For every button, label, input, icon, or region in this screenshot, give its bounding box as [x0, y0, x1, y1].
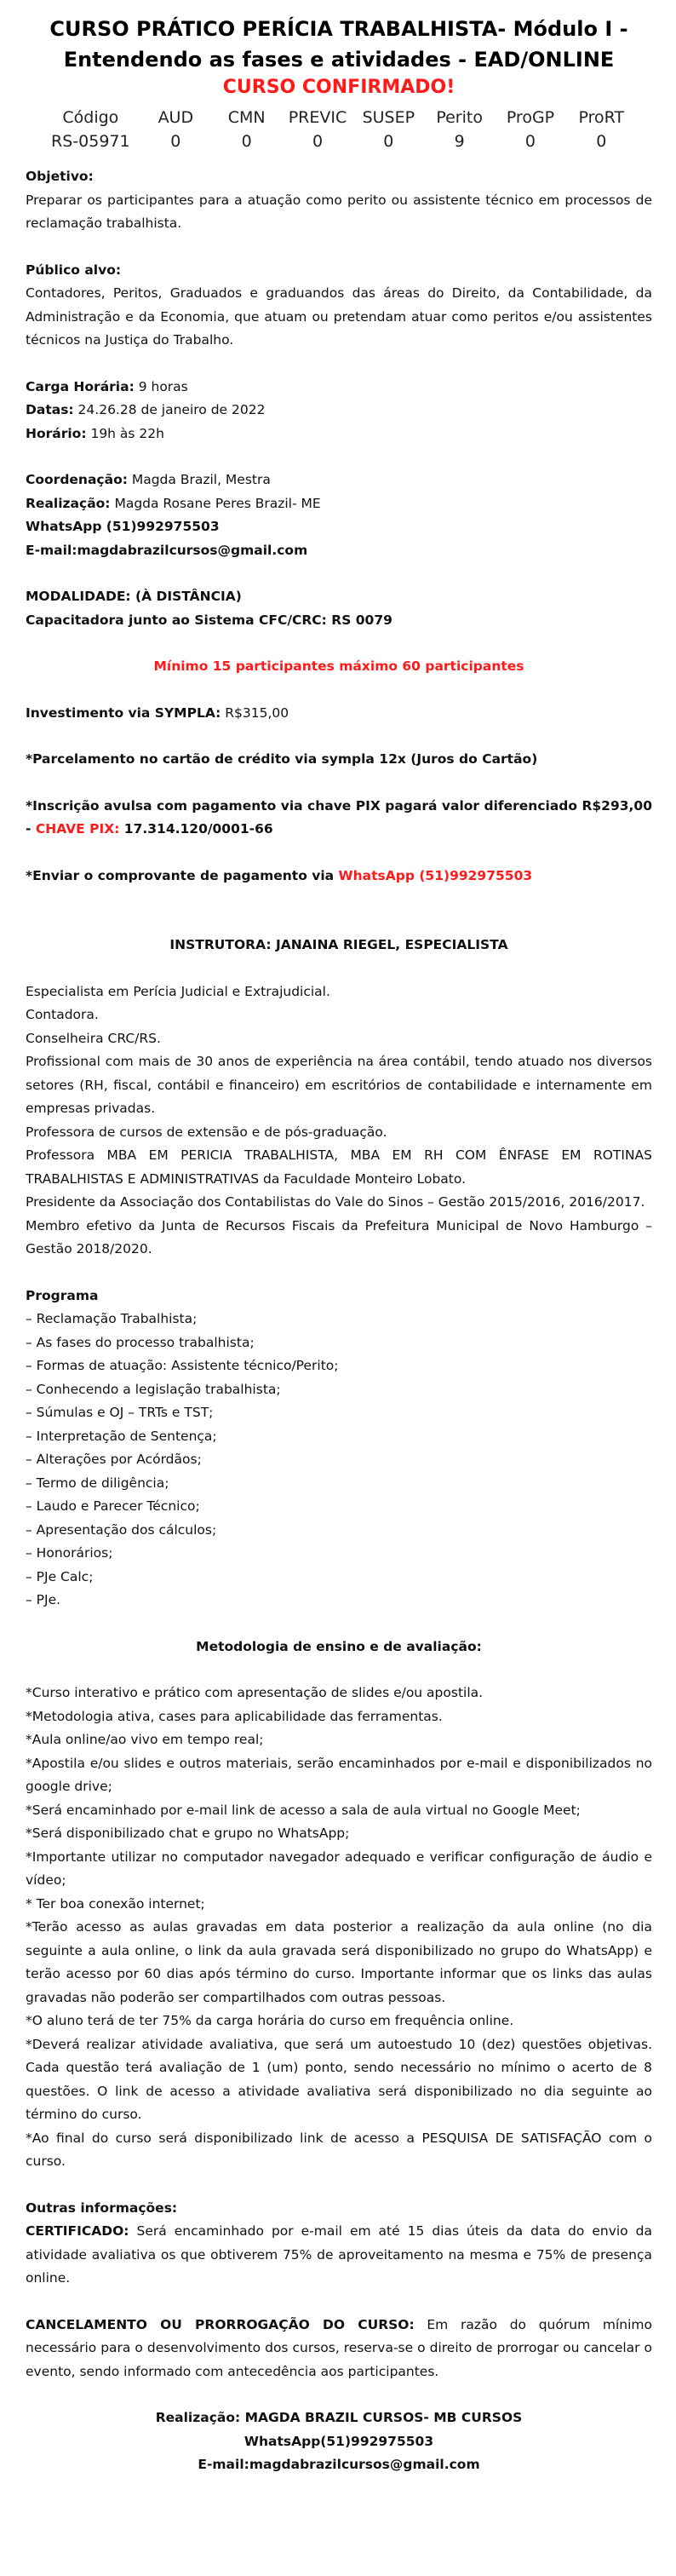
list-item: *Deverá realizar atividade avaliativa, que será um autoestudo 10 (dez) questões objetivas. Cada questão terá avaliação de 1 (um) ponto, sendo necessário no mínimo o acerto de 8 questões. O link de acesso a atividade avaliativa será disponibilizado no dia seguinte ao término do curso.	[26, 2036, 652, 2122]
codes-value: 0	[170, 132, 181, 151]
footer-email: E-mail:magdabrazilcursos@gmail.com	[198, 2457, 480, 2472]
codes-header: ProRT	[578, 108, 625, 127]
list-item: *Importante utilizar no computador navegador adequado e verificar configuração de áudio e vídeo;	[26, 1849, 652, 1888]
list-item: * Ter boa conexão internet;	[26, 1895, 205, 1912]
realizacao: Realização: Magda Rosane Peres Brazil- ME	[26, 495, 321, 511]
codes-value: 0	[241, 132, 252, 151]
bio-line: Profissional com mais de 30 anos de experiência na área contábil, tendo atuado nos diversos setores (RH, fiscal, contábil e financeiro) em escritórios de contabilidade e internamente em empresas privadas.	[26, 1054, 652, 1116]
codes-value: 0	[383, 132, 394, 151]
list-item: *O aluno terá de ter 75% da carga horária do curso em frequência online.	[26, 2013, 514, 2028]
codes-header: Perito	[436, 108, 483, 127]
bio-line: Professora de cursos de extensão e de pós-graduação.	[26, 1124, 387, 1140]
capacitadora: Capacitadora junto ao Sistema CFC/CRC: RS 0079	[26, 612, 392, 628]
list-item: *Será encaminhado por e-mail link de acesso a sala de aula virtual no Google Meet;	[26, 1802, 581, 1818]
codes-header: CMN	[227, 108, 266, 127]
pix-info: *Inscrição avulsa com pagamento via chave PIX pagará valor diferenciado R$293,00 - CHAVE PIX: 17.314.120/0001-66	[26, 797, 652, 837]
list-item: – As fases do processo trabalhista;	[26, 1334, 255, 1350]
codes-header: ProGP	[506, 108, 555, 127]
metodologia-heading: Metodologia de ensino e de avaliação:	[196, 1638, 482, 1654]
list-item: – PJe.	[26, 1592, 61, 1607]
codes-header: SUSEP	[362, 108, 415, 127]
comprovante-info: *Enviar o comprovante de pagamento via WhatsApp (51)992975503	[26, 867, 533, 883]
footer-realizacao: Realização: MAGDA BRAZIL CURSOS- MB CURSOS	[155, 2410, 523, 2425]
list-item: *Apostila e/ou slides e outros materiais, serão encaminhados por e-mail e disponibilizados no google drive;	[26, 1755, 652, 1794]
codes-value: 0	[524, 132, 536, 151]
codes-value: 9	[454, 132, 465, 151]
modalidade: MODALIDADE: (À DISTÂNCIA)	[26, 589, 242, 604]
email-contact: E-mail:magdabrazilcursos@gmail.com	[26, 542, 308, 558]
cancelamento-info: CANCELAMENTO OU PRORROGAÇÃO DO CURSO: Em razão do quórum mínimo necessário para o desenvolvimento dos cursos, reserva-se o direito de prorrogar ou cancelar o evento, sendo informado com antecedência aos participantes.	[26, 2316, 652, 2379]
list-item: *Terão acesso as aulas gravadas em data posterior a realização da aula online (no dia seguinte a aula online, o link da aula gravada será disponibilizado no grupo do WhatsApp) e terão acesso por 60 dias após término do curso. Importante informar que os links das aulas gravadas não poderão ser compartilhados com outras pessoas.	[26, 1919, 652, 2005]
list-item: – Honorários;	[26, 1545, 113, 1561]
list-item: – Laudo e Parecer Técnico;	[26, 1498, 200, 1514]
list-item: – Reclamação Trabalhista;	[26, 1311, 198, 1326]
participantes-info: Mínimo 15 participantes máximo 60 participantes	[153, 658, 524, 674]
parcelamento: *Parcelamento no cartão de crédito via sympla 12x (Juros do Cartão)	[26, 751, 538, 767]
carga-horaria: Carga Horária: 9 horas	[26, 378, 188, 394]
bio-line: Contadora.	[26, 1007, 99, 1022]
list-item: *Ao final do curso será disponibilizado link de acesso a PESQUISA DE SATISFAÇÃO com o curso.	[26, 2130, 652, 2169]
codes-header: PREVIC	[288, 108, 347, 127]
codes-value: RS-05971	[51, 132, 130, 151]
codes-header: Código	[62, 108, 119, 127]
investimento: Investimento via SYMPLA: R$315,00	[26, 704, 289, 721]
list-item: *Curso interativo e prático com apresentação de slides e/ou apostila.	[26, 1685, 484, 1700]
whatsapp-contact: WhatsApp (51)992975503	[26, 519, 220, 534]
bio-line: Presidente da Associação dos Contabilistas do Vale do Sinos – Gestão 2015/2016, 2016/2017.	[26, 1194, 645, 1210]
bio-line: Membro efetivo da Junta de Recursos Fiscais da Prefeitura Municipal de Novo Hamburgo – Gestão 2018/2020.	[26, 1217, 652, 1256]
list-item: – Alterações por Acórdãos;	[26, 1452, 202, 1467]
metodologia-list	[26, 1682, 652, 2174]
objetivo-label: Objetivo:	[26, 169, 94, 184]
codes-value: 0	[596, 132, 607, 151]
bio-line: Especialista em Perícia Judicial e Extrajudicial.	[26, 983, 330, 999]
bio-line: Professora MBA EM PERICIA TRABALHISTA, MBA EM RH COM ÊNFASE EM ROTINAS TRABALHISTAS E ADMINISTRATIVAS da Faculdade Monteiro Lobato.	[26, 1147, 652, 1187]
bio-line: Conselheira CRC/RS.	[26, 1030, 161, 1046]
publico-label: Público alvo:	[26, 262, 122, 278]
programa-list	[26, 1308, 652, 1613]
certificado-info: CERTIFICADO: Será encaminhado por e-mail em até 15 dias úteis da data do envio da atividade avaliativa os que obtiverem 75% de aproveitamento na mesma e 75% de presença online.	[26, 2223, 652, 2286]
list-item: – Termo de diligência;	[26, 1475, 169, 1491]
course-title-line2: Entendendo as fases e atividades - EAD/ONLINE	[63, 48, 615, 72]
list-item: *Metodologia ativa, cases para aplicabilidade das ferramentas.	[26, 1708, 443, 1724]
list-item: – PJe Calc;	[26, 1568, 94, 1584]
footer-whatsapp: WhatsApp(51)992975503	[243, 2433, 434, 2449]
list-item: *Será disponibilizado chat e grupo no WhatsApp;	[26, 1826, 350, 1841]
course-title-line1: CURSO PRÁTICO PERÍCIA TRABALHISTA- Módulo I -	[49, 17, 628, 41]
objetivo-text: Preparar os participantes para a atuação como perito ou assistente técnico em processos de reclamação trabalhista.	[26, 192, 652, 231]
outras-heading: Outras informações:	[26, 2199, 178, 2216]
whatsapp-link[interactable]: WhatsApp (51)992975503	[338, 867, 533, 883]
list-item: – Apresentação dos cálculos;	[26, 1521, 217, 1538]
publico-text: Contadores, Peritos, Graduados e graduandos das áreas do Direito, da Contabilidade, da Administração e da Economia, que atuam ou pretendam atuar como peritos e/ou assistentes técnicos na Justiça do Trabalho.	[26, 285, 652, 348]
horario: Horário: 19h às 22h	[26, 425, 164, 441]
codes-header-row	[41, 106, 637, 129]
codes-value: 0	[312, 132, 324, 151]
instrutora-bio	[26, 980, 652, 1262]
instrutora-heading: INSTRUTORA: JANAINA RIEGEL, ESPECIALISTA	[169, 937, 508, 952]
list-item: – Súmulas e OJ – TRTs e TST;	[26, 1405, 214, 1420]
codes-table	[41, 106, 637, 153]
list-item: – Formas de atuação: Assistente técnico/Perito;	[26, 1358, 339, 1373]
coordenacao: Coordenação: Magda Brazil, Mestra	[26, 472, 271, 487]
codes-value-row	[41, 129, 637, 153]
programa-heading: Programa	[26, 1287, 99, 1303]
datas: Datas: 24.26.28 de janeiro de 2022	[26, 402, 266, 417]
list-item: – Interpretação de Sentença;	[26, 1428, 217, 1444]
list-item: *Aula online/ao vivo em tempo real;	[26, 1732, 264, 1747]
codes-header: AUD	[158, 108, 194, 127]
list-item: – Conhecendo a legislação trabalhista;	[26, 1381, 281, 1397]
status-confirmed: CURSO CONFIRMADO!	[222, 77, 455, 98]
